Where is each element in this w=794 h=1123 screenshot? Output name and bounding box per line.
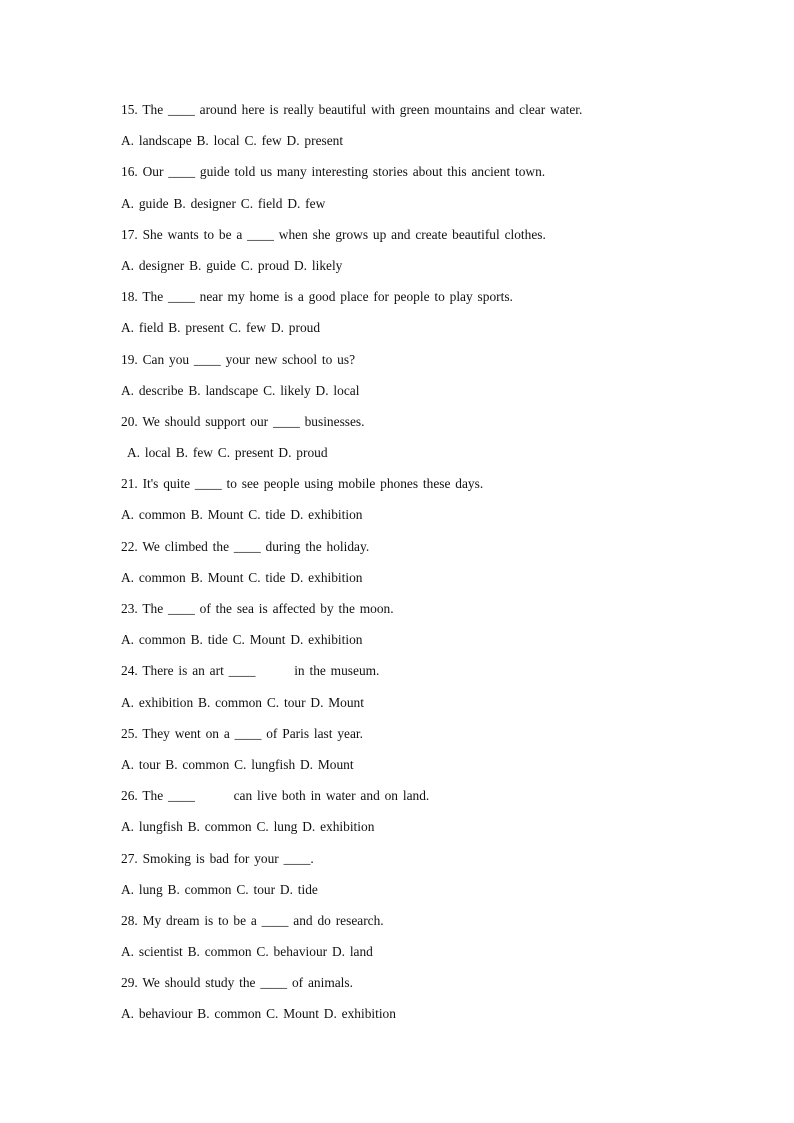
question-22-stem: 22. We climbed the ____ during the holiday. xyxy=(121,538,370,554)
question-16-options: A. guide B. designer C. field D. few xyxy=(121,195,326,211)
question-19-stem: 19. Can you ____ your new school to us? xyxy=(121,351,356,367)
question-15-stem: 15. The ____ around here is really beautiful with green mountains and clear water. xyxy=(121,102,583,117)
question-28-options: A. scientist B. common C. behaviour D. land xyxy=(121,944,373,960)
question-26-options: A. lungfish B. common C. lung D. exhibition xyxy=(121,819,375,835)
question-20-options: A. local B. few C. present D. proud xyxy=(127,445,328,461)
question-22-options: A. common B. Mount C. tide D. exhibition xyxy=(121,569,363,585)
question-21-stem: 21. It's quite ____ to see people using mobile phones these days. xyxy=(121,476,484,492)
question-28-stem: 28. My dream is to be a ____ and do research. xyxy=(121,912,384,928)
question-27-options: A. lung B. common C. tour D. tide xyxy=(121,881,318,897)
question-21-options: A. common B. Mount C. tide D. exhibition xyxy=(121,507,363,523)
question-19-options: A. describe B. landscape C. likely D. local xyxy=(121,382,360,398)
question-29-stem: 29. We should study the ____ of animals. xyxy=(121,975,353,991)
question-23-options: A. common B. tide C. Mount D. exhibition xyxy=(121,632,363,648)
question-17-options: A. designer B. guide C. proud D. likely xyxy=(121,257,343,273)
question-26-stem: 26. The ____ can live both in water and on land. xyxy=(121,788,430,804)
question-18-stem: 18. The ____ near my home is a good place for people to play sports. xyxy=(121,289,513,305)
question-20-stem: 20. We should support our ____ businesses. xyxy=(121,413,365,429)
question-23-stem: 23. The ____ of the sea is affected by the moon. xyxy=(121,601,394,616)
question-18-options: A. field B. present C. few D. proud xyxy=(121,320,321,336)
question-15-options: A. landscape B. local C. few D. present xyxy=(121,133,344,149)
question-list xyxy=(121,100,761,1036)
question-24-options: A. exhibition B. common C. tour D. Mount xyxy=(121,694,364,710)
question-24-stem: 24. There is an art ____ in the museum. xyxy=(121,663,380,679)
question-29-options: A. behaviour B. common C. Mount D. exhibition xyxy=(121,1006,396,1022)
question-27-stem: 27. Smoking is bad for your ____. xyxy=(121,850,314,866)
question-25-options: A. tour B. common C. lungfish D. Mount xyxy=(121,756,354,772)
question-16-stem: 16. Our ____ guide told us many interesting stories about this ancient town. xyxy=(121,164,546,180)
question-17-stem: 17. She wants to be a ____ when she grows up and create beautiful clothes. xyxy=(121,226,546,242)
question-25-stem: 25. They went on a ____ of Paris last year. xyxy=(121,725,363,741)
